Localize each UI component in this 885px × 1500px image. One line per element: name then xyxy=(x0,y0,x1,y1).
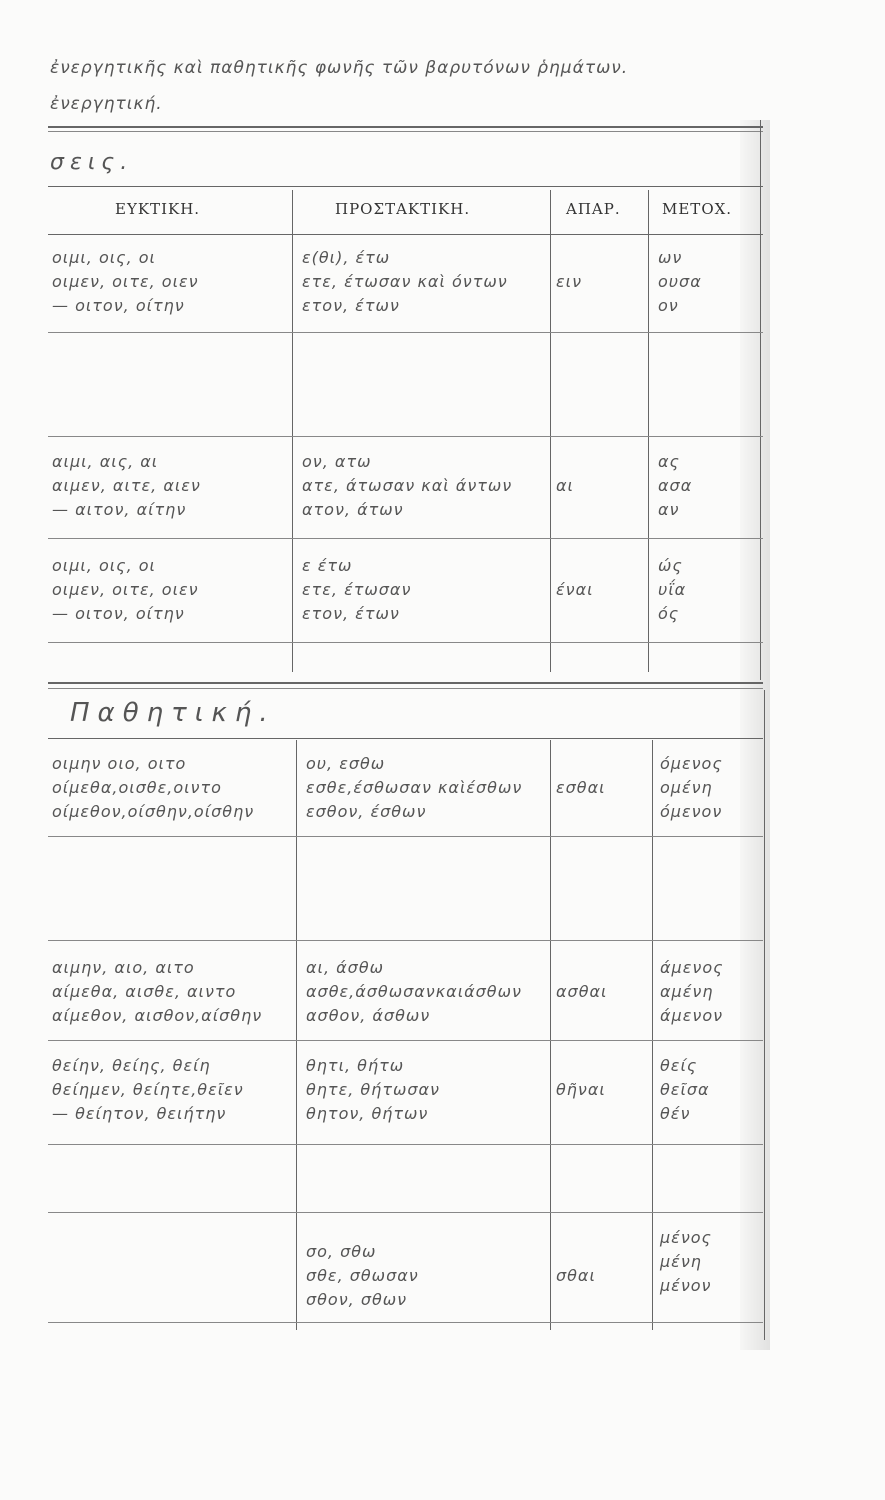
passive-2-imp-line: ασθε,άσθωσανκαιάσθων xyxy=(306,982,522,1001)
passive-row-sep-6 xyxy=(48,1322,763,1323)
passive-3-opt-line: — θείητον, θειήτην xyxy=(52,1104,227,1123)
active-2-inf-line: αι xyxy=(556,476,574,495)
passive-3-inf-line xyxy=(556,1054,606,1078)
passive-3-opt-line: θείημεν, θείητε,θεῖεν xyxy=(52,1080,244,1099)
passive-row-sep-4 xyxy=(48,1144,763,1145)
passive-5-infinitive xyxy=(556,1240,596,1312)
active-0-imp-line: ετε, έτωσαν καὶ όντων xyxy=(302,272,508,291)
passive-3-inf-line xyxy=(556,1102,606,1126)
active-2-imp-line: ον, ατω xyxy=(302,452,372,471)
active-row-sep-4 xyxy=(48,642,763,643)
active-3-imperative xyxy=(302,554,411,626)
passive-3-inf-line: θῆναι xyxy=(556,1080,606,1099)
passive-5-part-line: μένον xyxy=(660,1276,712,1295)
active-0-opt-line: οιμι, οις, οι xyxy=(52,248,156,267)
passive-5-participle xyxy=(660,1226,712,1298)
passive-5-inf-line xyxy=(556,1240,596,1264)
passive-0-inf-line: εσθαι xyxy=(556,778,606,797)
active-3-part-line: ός xyxy=(658,604,680,623)
passive-0-part-line: όμενος xyxy=(660,754,723,773)
passive-2-part-line: άμενος xyxy=(660,958,724,977)
passive-3-part-line: θείς xyxy=(660,1056,698,1075)
active-2-opt-line: — αιτον, αίτην xyxy=(52,500,187,519)
passive-5-imp-line: σθον, σθων xyxy=(306,1290,408,1309)
passive-rule-top-thin xyxy=(48,688,763,689)
active-0-opt-line: — οιτον, οίτην xyxy=(52,296,185,315)
passive-2-opt-line: αίμεθον, αισθον,αίσθην xyxy=(52,1006,263,1025)
active-0-imp-line: ετον, έτων xyxy=(302,296,400,315)
passive-3-optative xyxy=(52,1054,244,1126)
sub-heading: ἐνεργητική. xyxy=(50,94,163,114)
passive-2-opt-line: αίμεθα, αισθε, αιντο xyxy=(52,982,237,1001)
active-0-part-line: ον xyxy=(658,296,679,315)
active-2-opt-line: αιμι, αις, αι xyxy=(52,452,159,471)
passive-2-imp-line: αι, άσθω xyxy=(306,958,385,977)
page-bleed-shadow xyxy=(740,120,770,1350)
active-2-infinitive xyxy=(556,450,574,522)
passive-3-participle xyxy=(660,1054,710,1126)
passive-2-inf-line: ασθαι xyxy=(556,982,608,1001)
active-2-part-line: ας xyxy=(658,452,680,471)
passive-0-infinitive xyxy=(556,752,606,824)
header-rule-top xyxy=(48,186,763,187)
passive-5-imperative xyxy=(306,1240,419,1312)
divider-right-edge xyxy=(760,120,761,680)
active-3-imp-line: ετε, έτωσαν xyxy=(302,580,412,599)
passive-2-inf-line xyxy=(556,1004,607,1028)
divider-passive-right-edge xyxy=(764,690,765,1340)
active-3-imp-line: ετον, έτων xyxy=(302,604,400,623)
active-0-infinitive xyxy=(556,246,582,318)
passive-0-participle xyxy=(660,752,723,824)
active-0-imperative xyxy=(302,246,508,318)
active-2-inf-line xyxy=(556,498,574,522)
divider-col1 xyxy=(292,190,293,672)
active-2-optative xyxy=(52,450,201,522)
passive-row-sep-1 xyxy=(48,836,763,837)
passive-0-opt-line: οίμεθον,οίσθην,οίσθην xyxy=(52,802,255,821)
passive-0-imperative xyxy=(306,752,522,824)
active-0-inf-line: ειν xyxy=(556,272,582,291)
passive-5-part-line: μένος xyxy=(660,1228,712,1247)
header-participle: ΜΕΤΟΧ. xyxy=(662,200,733,218)
active-0-optative xyxy=(52,246,199,318)
active-0-imp-line: ε(θι), έτω xyxy=(302,248,391,267)
active-row-sep-2 xyxy=(48,436,763,437)
passive-0-opt-line: οίμεθα,οισθε,οιντο xyxy=(52,778,222,797)
passive-2-infinitive xyxy=(556,956,607,1028)
passive-5-inf-line xyxy=(556,1288,596,1312)
passive-0-imp-line: εσθον, έσθων xyxy=(306,802,427,821)
active-3-part-line: υΐα xyxy=(658,580,687,599)
active-0-part-line: ων xyxy=(658,248,683,267)
passive-2-opt-line: αιμην, αιο, αιτο xyxy=(52,958,195,977)
active-3-inf-line: έναι xyxy=(556,580,594,599)
active-2-imp-line: ατε, άτωσαν καὶ άντων xyxy=(302,476,513,495)
active-2-inf-line xyxy=(556,450,574,474)
active-2-part-line: αν xyxy=(658,500,680,519)
passive-3-imperative xyxy=(306,1054,440,1126)
active-3-inf-line xyxy=(556,602,594,626)
passive-3-part-line: θεῖσα xyxy=(660,1080,710,1099)
active-3-optative xyxy=(52,554,199,626)
active-2-imp-line: ατον, άτων xyxy=(302,500,404,519)
active-3-imp-line: ε έτω xyxy=(302,556,353,575)
passive-2-imperative xyxy=(306,956,522,1028)
passive-2-part-line: άμενον xyxy=(660,1006,724,1025)
passive-2-participle xyxy=(660,956,724,1028)
active-3-participle xyxy=(658,554,686,626)
passive-5-imp-line: σο, σθω xyxy=(306,1242,377,1261)
active-0-inf-line xyxy=(556,294,582,318)
active-3-part-line: ώς xyxy=(658,556,683,575)
active-2-part-line: ασα xyxy=(658,476,693,495)
passive-0-inf-line xyxy=(556,800,606,824)
passive-0-inf-line xyxy=(556,752,606,776)
passive-0-imp-line: ου, εσθω xyxy=(306,754,386,773)
header-imperative: ΠΡΟΣΤΑΚΤΙΚΗ. xyxy=(335,200,471,218)
page-heading: ἐνεργητικῆς καὶ παθητικῆς φωνῆς τῶν βαρυτόνων ῥημάτων. xyxy=(50,58,629,78)
passive-2-part-line: αμένη xyxy=(660,982,714,1001)
active-0-opt-line: οιμεν, οιτε, οιεν xyxy=(52,272,199,291)
active-3-opt-line: οιμεν, οιτε, οιεν xyxy=(52,580,199,599)
passive-header-rule xyxy=(48,738,763,739)
divider-passive-col2 xyxy=(550,740,551,1330)
passive-3-infinitive xyxy=(556,1054,606,1126)
header-optative: ΕΥΚΤΙΚΗ. xyxy=(115,200,201,218)
active-row-sep-1 xyxy=(48,332,763,333)
active-2-imperative xyxy=(302,450,512,522)
passive-row-sep-5 xyxy=(48,1212,763,1213)
active-0-inf-line xyxy=(556,246,582,270)
active-2-opt-line: αιμεν, αιτε, αιεν xyxy=(52,476,201,495)
passive-0-part-line: όμενον xyxy=(660,802,723,821)
passive-5-part-line: μένη xyxy=(660,1252,702,1271)
passive-0-part-line: ομένη xyxy=(660,778,713,797)
active-3-opt-line: οιμι, οις, οι xyxy=(52,556,156,575)
header-rule-bottom xyxy=(48,234,763,235)
divider-passive-col1 xyxy=(296,740,297,1330)
active-3-opt-line: — οιτον, οίτην xyxy=(52,604,185,623)
divider-passive-col3 xyxy=(652,740,653,1330)
top-rule xyxy=(48,126,763,128)
passive-rule-top xyxy=(48,682,763,684)
divider-col3 xyxy=(648,190,649,672)
active-0-part-line: ουσα xyxy=(658,272,702,291)
passive-5-imp-line: σθε, σθωσαν xyxy=(306,1266,419,1285)
top-rule-thin xyxy=(48,131,763,132)
active-0-participle xyxy=(658,246,702,318)
passive-3-opt-line: θείην, θείης, θείη xyxy=(52,1056,211,1075)
passive-2-imp-line: ασθον, άσθων xyxy=(306,1006,431,1025)
passive-0-imp-line: εσθε,έσθωσαν καὶέσθων xyxy=(306,778,523,797)
active-3-infinitive xyxy=(556,554,594,626)
passive-0-optative xyxy=(52,752,254,824)
passive-3-imp-line: θητον, θήτων xyxy=(306,1104,429,1123)
active-3-inf-line xyxy=(556,554,594,578)
header-infinitive: ΑΠΑΡ. xyxy=(566,200,621,218)
passive-row-sep-2 xyxy=(48,940,763,941)
active-section-label: σεις. xyxy=(50,150,134,175)
passive-2-inf-line xyxy=(556,956,607,980)
active-row-sep-3 xyxy=(48,538,763,539)
passive-row-sep-3 xyxy=(48,1040,763,1041)
passive-3-imp-line: θητε, θήτωσαν xyxy=(306,1080,440,1099)
passive-5-inf-line: σθαι xyxy=(556,1266,596,1285)
active-2-participle xyxy=(658,450,692,522)
passive-3-part-line: θέν xyxy=(660,1104,691,1123)
passive-section-label: Παθητική. xyxy=(70,698,276,728)
passive-3-imp-line: θητι, θήτω xyxy=(306,1056,405,1075)
divider-col2 xyxy=(550,190,551,672)
passive-0-opt-line: οιμην οιο, οιτο xyxy=(52,754,187,773)
passive-2-optative xyxy=(52,956,262,1028)
